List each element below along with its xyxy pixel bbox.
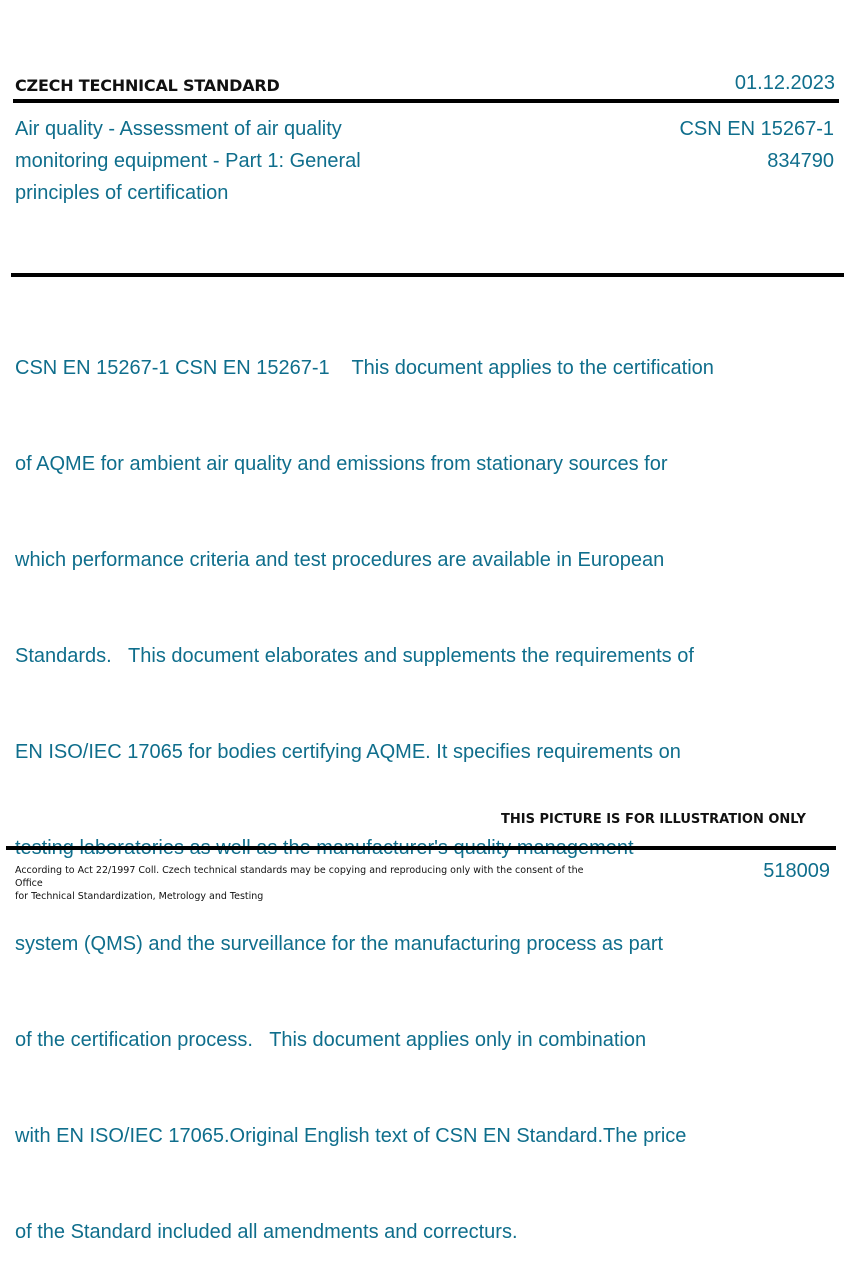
title-divider — [11, 273, 844, 277]
header-divider — [13, 99, 839, 103]
abstract-line: with EN ISO/IEC 17065.Original English text of CSN EN Standard.The price — [15, 1125, 687, 1147]
publication-date: 01.12.2023 — [734, 72, 835, 94]
document-title-line: monitoring equipment - Part 1: General — [15, 150, 361, 172]
legal-notice-line: for Technical Standardization, Metrology and Testing — [15, 891, 264, 902]
document-title-line: Air quality - Assessment of air quality — [15, 118, 342, 140]
document-identifiers — [679, 113, 834, 177]
abstract-line: Standards. This document elaborates and supplements the requirements of — [15, 645, 694, 667]
abstract-line: which performance criteria and test procedures are available in European — [15, 549, 665, 571]
illustration-notice: THIS PICTURE IS FOR ILLUSTRATION ONLY — [501, 812, 806, 827]
abstract-line: of the Standard included all amendments and correcturs. — [15, 1221, 518, 1243]
legal-notice-line: According to Act 22/1997 Coll. Czech technical standards may be copying and reproducing only with the consent of the Office — [15, 865, 584, 889]
classification-number: 834790 — [767, 150, 834, 172]
abstract-line: EN ISO/IEC 17065 for bodies certifying AQME. It specifies requirements on — [15, 741, 681, 763]
document-abstract — [15, 288, 775, 1280]
standard-code: CSN EN 15267-1 — [679, 118, 834, 140]
document-title-line: principles of certification — [15, 182, 229, 204]
abstract-line: of AQME for ambient air quality and emissions from stationary sources for — [15, 453, 668, 475]
catalog-number: 518009 — [763, 860, 830, 882]
standard-type-heading: CZECH TECHNICAL STANDARD — [15, 76, 280, 95]
document-title — [15, 113, 435, 209]
abstract-line: of the certification process. This document applies only in combination — [15, 1029, 647, 1051]
footer-divider — [6, 846, 836, 850]
abstract-line: CSN EN 15267-1 CSN EN 15267-1 This document applies to the certification — [15, 357, 714, 379]
legal-notice — [15, 864, 585, 903]
abstract-line: system (QMS) and the surveillance for the manufacturing process as part — [15, 933, 664, 955]
